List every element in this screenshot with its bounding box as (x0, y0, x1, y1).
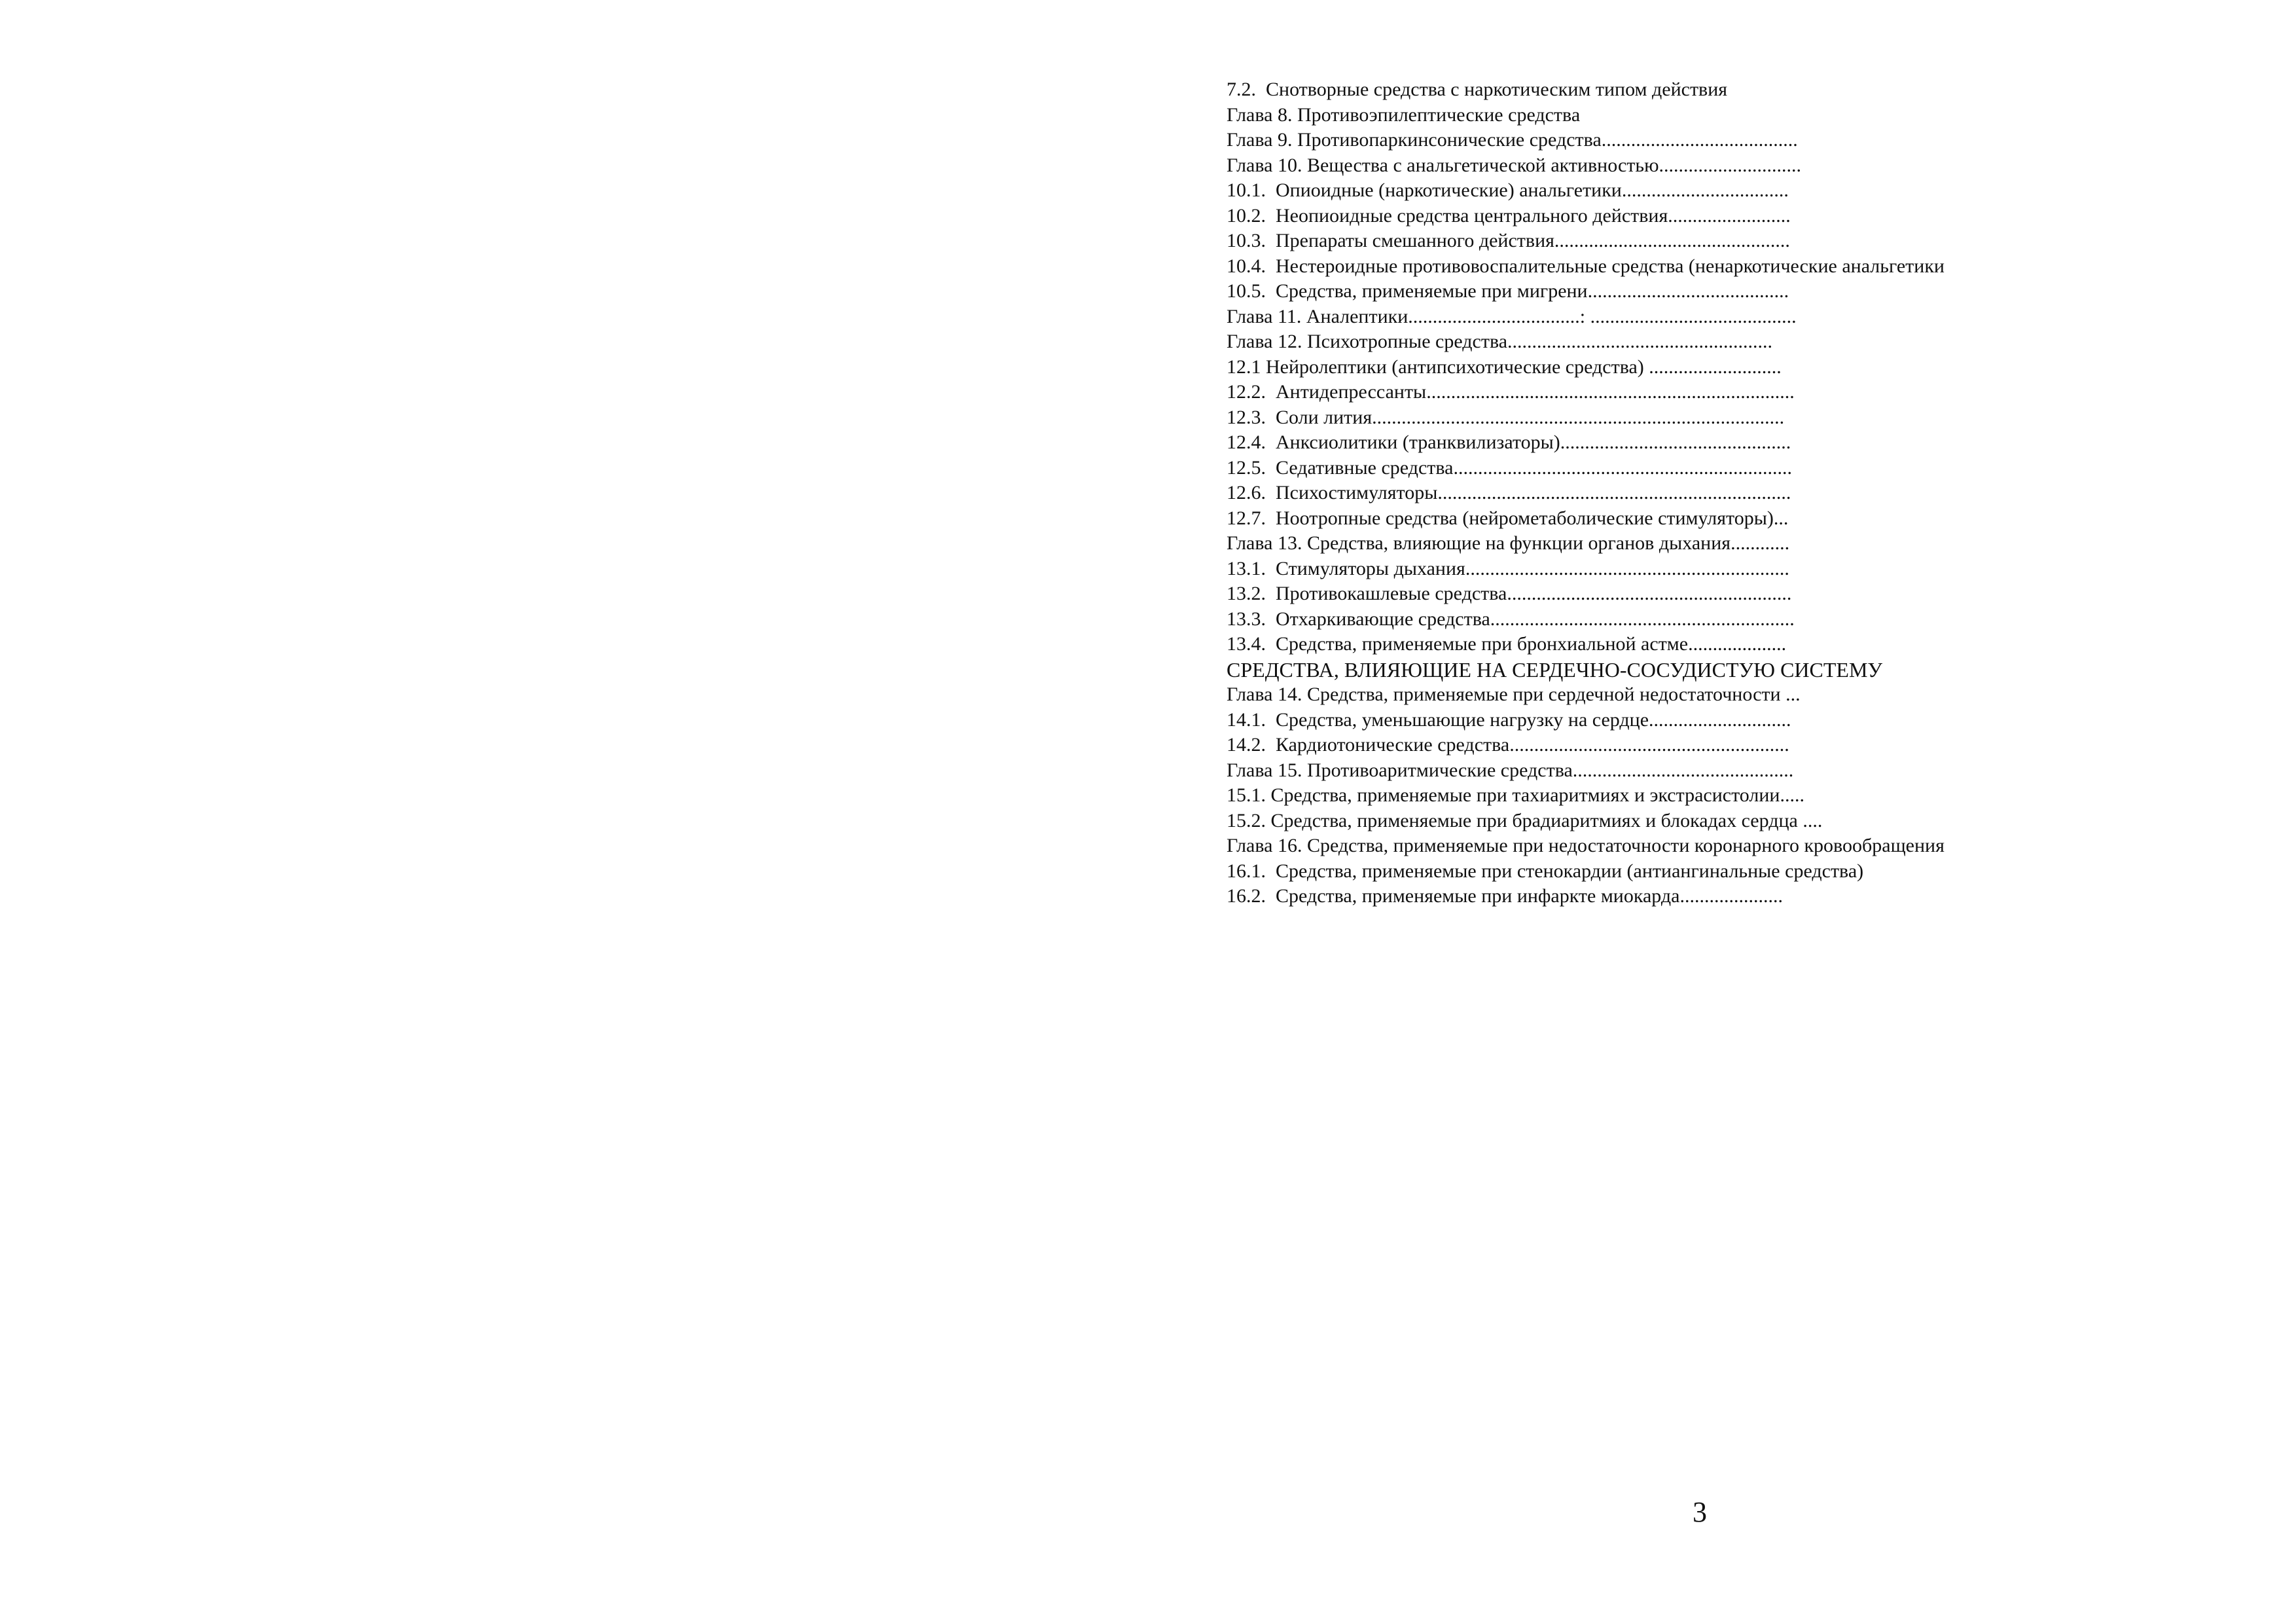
toc-entry-16-2: 16.2. Средства, применяемые при инфаркте миокарда..................... (1227, 885, 1783, 907)
toc-entry-13-4: 13.4. Средства, применяемые при бронхиальной астме.................... (1227, 633, 1787, 655)
toc-entry-chapter-15: Глава 15. Противоаритмические средства............................................. (1227, 759, 1794, 781)
toc-entry-15-2: 15.2. Средства, применяемые при брадиаритмиях и блокадах сердца .... (1227, 809, 1823, 831)
toc-entry-13-2: 13.2. Противокашлевые средства.......................................................... (1227, 583, 1792, 604)
toc-entry-7-2: 7.2. Снотворные средства с наркотическим типом действия (1227, 79, 1728, 100)
toc-entry-10-3: 10.3. Препараты смешанного действия................................................ (1227, 230, 1790, 251)
toc-entry-12-1: 12.1 Нейролептики (антипсихотические средства) ........................... (1227, 356, 1782, 378)
toc-entry-12-4: 12.4. Анксиолитики (транквилизаторы)............................................... (1227, 431, 1791, 453)
toc-entry-chapter-10: Глава 10. Вещества с анальгетической активностью............................. (1227, 154, 1801, 176)
page-number: 3 (1693, 1496, 1707, 1528)
toc-entry-12-3: 12.3. Соли лития.................................................................................... (1227, 406, 1785, 428)
toc-entry-10-2: 10.2. Неопиоидные средства центрального действия......................... (1227, 204, 1791, 227)
toc-section-heading-cardiovascular: СРЕДСТВА, ВЛИЯЮЩИЕ НА СЕРДЕЧНО-СОСУДИСТУЮ СИСТЕМУ (1227, 657, 1883, 682)
toc-entry-13-3: 13.3. Отхаркивающие средства.............................................................. (1227, 608, 1795, 630)
toc-entry-10-1: 10.1. Опиоидные (наркотические) анальгетики.................................. (1227, 179, 1789, 201)
toc-entry-10-5: 10.5. Средства, применяемые при мигрени......................................... (1227, 280, 1789, 302)
toc-entry-12-6: 12.6. Психостимуляторы........................................................................ (1227, 482, 1791, 503)
toc-entry-14-1: 14.1. Средства, уменьшающие нагрузку на сердце............................. (1227, 708, 1791, 731)
toc-entry-12-2: 12.2. Антидепрессанты........................................................................... (1227, 381, 1795, 403)
toc-entry-chapter-9: Глава 9. Противопаркинсонические средства........................................ (1227, 129, 1798, 151)
toc-entry-chapter-13: Глава 13. Средства, влияющие на функции органов дыхания............ (1227, 532, 1790, 554)
toc-entry-13-1: 13.1. Стимуляторы дыхания.................................................................. (1227, 557, 1789, 579)
toc-entry-chapter-14: Глава 14. Средства, применяемые при сердечной недостаточности ... (1227, 684, 1801, 705)
toc-entry-chapter-11: Глава 11. Аналептики...................................: .......................................... (1227, 305, 1797, 327)
toc-entry-15-1: 15.1. Средства, применяемые при тахиаритмиях и экстрасистолии..... (1227, 784, 1804, 806)
toc-entry-10-4: 10.4. Нестероидные противовоспалительные средства (ненаркотические анальгетики (1227, 255, 1945, 277)
toc-entry-chapter-16: Глава 16. Средства, применяемые при недостаточности коронарного кровообращения (1227, 835, 1945, 856)
toc-entry-12-7: 12.7. Ноотропные средства (нейрометаболические стимуляторы)... (1227, 507, 1789, 529)
toc-entry-chapter-12: Глава 12. Психотропные средства...................................................... (1227, 331, 1773, 352)
toc-entry-14-2: 14.2. Кардиотонические средства......................................................... (1227, 734, 1789, 756)
table-of-contents (1227, 77, 2248, 909)
toc-entry-12-5: 12.5. Седативные средства..................................................................... (1227, 456, 1792, 479)
toc-entry-chapter-8: Глава 8. Противоэпилептические средства (1227, 103, 1581, 126)
toc-entry-16-1: 16.1. Средства, применяемые при стенокардии (антиангинальные средства) (1227, 860, 1864, 882)
